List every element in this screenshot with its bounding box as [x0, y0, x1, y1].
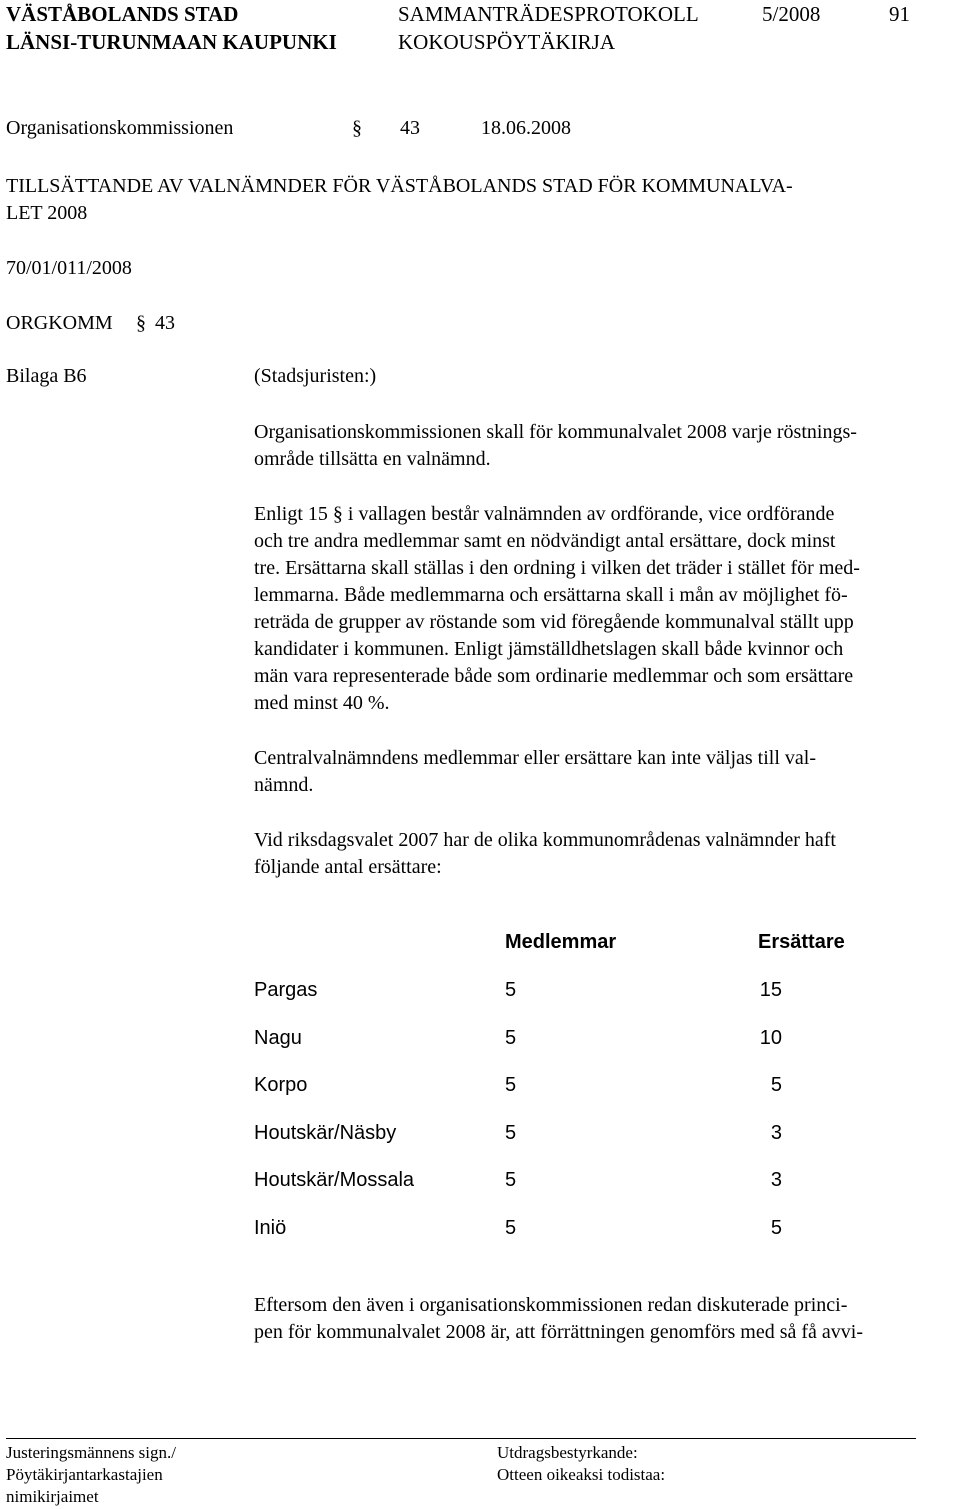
area-name: Korpo	[254, 1074, 308, 1096]
area-name: Nagu	[254, 1027, 302, 1049]
paragraph-2-line-3: tre. Ersättarna skall ställas i den ordning i vilken det träder i stället för med-	[254, 557, 860, 579]
paragraph-2-line-1	[254, 503, 834, 526]
paragraph-2-text-b: i vallagen består valnämnden av ordförande, vice ordförande	[347, 503, 835, 525]
footer-signature-label-fi-2: nimikirjaimet	[6, 1487, 99, 1506]
paragraph-3-line-1: Centralvalnämndens medlemmar eller ersättare kan inte väljas till val-	[254, 747, 817, 769]
members-count: 5	[505, 979, 517, 1001]
org-name-swedish: VÄSTÅBOLANDS STAD	[6, 2, 239, 26]
author-line: (Stadsjuristen:)	[254, 365, 377, 387]
substitutes-count: 5	[770, 1217, 782, 1239]
section-number: 43	[400, 117, 420, 139]
paragraph-4-line-1: Vid riksdagsvalet 2007 har de olika kommunområdenas valnämnder haft	[254, 829, 836, 851]
orgkomm-symbol: §	[136, 312, 146, 334]
paragraph-2-line-6: kandidater i kommunen. Enligt jämställdhetslagen skall både kvinnor och	[254, 638, 844, 660]
substitutes-count: 5	[770, 1074, 782, 1096]
orgkomm-number: 43	[155, 312, 175, 334]
paragraph-3-line-2: nämnd.	[254, 774, 314, 796]
paragraph-2-line-8: med minst 40 %.	[254, 692, 390, 714]
agenda-title-line-1: TILLSÄTTANDE AV VALNÄMNDER FÖR VÄSTÅBOLANDS STAD FÖR KOMMUNALVA-	[6, 175, 793, 197]
substitutes-count: 10	[759, 1027, 782, 1049]
paragraph-2-line-2: och tre andra medlemmar samt en nödvändigt antal ersättare, dock minst	[254, 530, 836, 552]
footer-signature-label-sv: Justeringsmännens sign./	[6, 1443, 176, 1462]
org-name-finnish: LÄNSI-TURUNMAAN KAUPUNKI	[6, 30, 337, 54]
area-name: Pargas	[254, 979, 318, 1001]
doc-type-swedish: SAMMANTRÄDESPROTOKOLL	[398, 2, 699, 26]
attachment-label: Bilaga B6	[6, 365, 87, 387]
meeting-body: Organisationskommissionen	[6, 117, 234, 139]
members-count: 5	[505, 1169, 517, 1191]
paragraph-2-section-symbol: §	[332, 503, 343, 525]
paragraph-5-line-1: Eftersom den även i organisationskommissionen redan diskuterade princi-	[254, 1294, 848, 1316]
paragraph-2-text-a: Enligt 15	[254, 503, 328, 525]
agenda-title-line-2: LET 2008	[6, 202, 88, 224]
paragraph-2-line-7: män vara representerade både som ordinarie medlemmar och som ersättare	[254, 665, 854, 687]
reference-number: 70/01/011/2008	[6, 257, 132, 279]
substitutes-count: 15	[759, 979, 782, 1001]
members-count: 5	[505, 1074, 517, 1096]
table-header-substitutes: Ersättare	[758, 931, 845, 953]
footer-signature-label-fi: Pöytäkirjantarkastajien	[6, 1465, 163, 1484]
footer-certification-fi: Otteen oikeaksi todistaa:	[497, 1465, 666, 1484]
footer-divider	[6, 1438, 916, 1439]
page-number: 91	[889, 2, 910, 26]
section-symbol: §	[352, 117, 362, 139]
paragraph-1-line-1: Organisationskommissionen skall för kommunalvalet 2008 varje röstnings-	[254, 421, 857, 443]
doc-type-finnish: KOKOUSPÖYTÄKIRJA	[398, 30, 616, 54]
area-name: Iniö	[254, 1217, 287, 1239]
substitutes-count: 3	[770, 1122, 782, 1144]
paragraph-1-line-2: område tillsätta en valnämnd.	[254, 448, 491, 470]
area-name: Houtskär/Näsby	[254, 1122, 397, 1144]
substitutes-count: 3	[770, 1169, 782, 1191]
orgkomm-label: ORGKOMM	[6, 312, 113, 334]
paragraph-5-line-2: pen för kommunalvalet 2008 är, att förrättningen genomförs med så få avvi-	[254, 1321, 864, 1343]
members-count: 5	[505, 1217, 517, 1239]
paragraph-2-line-4: lemmarna. Både medlemmarna och ersättarna skall i mån av möjlighet fö-	[254, 584, 848, 606]
members-count: 5	[505, 1122, 517, 1144]
area-name: Houtskär/Mossala	[254, 1169, 415, 1191]
issue-number: 5/2008	[762, 2, 821, 26]
meeting-date: 18.06.2008	[481, 117, 571, 139]
paragraph-2-line-5: reträda de grupper av röstande som vid föregående kommunalval ställt upp	[254, 611, 854, 633]
members-count: 5	[505, 1027, 517, 1049]
paragraph-4-line-2: följande antal ersättare:	[254, 856, 442, 878]
footer-certification-sv: Utdragsbestyrkande:	[497, 1443, 638, 1462]
table-header-members: Medlemmar	[505, 931, 617, 953]
